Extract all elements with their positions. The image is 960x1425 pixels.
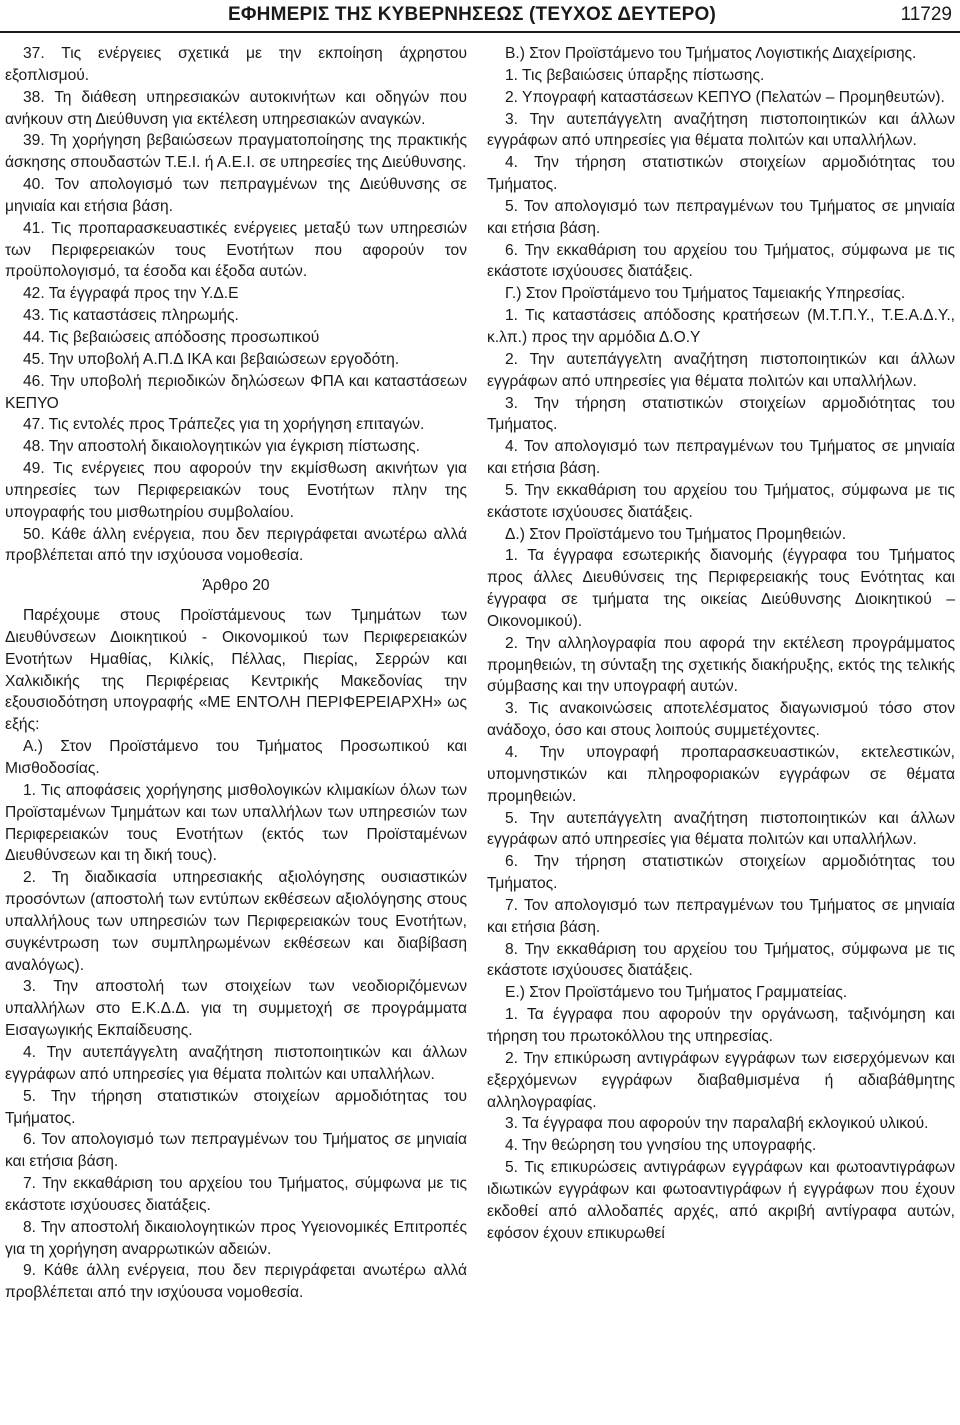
paragraph: 41. Τις προπαρασκευαστικές ενέργειες μεταξύ των υπηρεσιών των Περιφερειακών τους Ενοτήτων που αφορούν τον προϋπολογισμό, τα έσοδα και έξοδα αυτών. bbox=[5, 219, 467, 281]
paragraph: 9. Κάθε άλλη ενέργεια, που δεν περιγράφεται ανωτέρω αλλά προβλέπεται από την ισχύουσα νομοθεσία. bbox=[5, 1262, 467, 1302]
right-column bbox=[487, 43, 955, 1244]
left-column bbox=[5, 43, 467, 1304]
page-header bbox=[0, 0, 960, 40]
paragraph: 4. Την θεώρηση του γνησίου της υπογραφής. bbox=[505, 1137, 817, 1155]
paragraph: 37. Τις ενέργειες σχετικά με την εκποίηση άχρηστου εξοπλισμού. bbox=[5, 45, 467, 84]
paragraph: 1. Τις βεβαιώσεις ύπαρξης πίστωσης. bbox=[505, 66, 765, 84]
paragraph: 4. Την τήρηση στατιστικών στοιχείων αρμοδιότητας του Τμήματος. bbox=[487, 154, 955, 194]
paragraph: 46. Την υποβολή περιοδικών δηλώσεων ΦΠΑ και καταστάσεων ΚΕΠΥΟ bbox=[5, 372, 467, 412]
paragraph: 4. Την υπογραφή προπαρασκευαστικών, εκτελεστικών, υπομνηστικών και πληροφοριακών εγγράφων σε θέματα προμηθειών. bbox=[487, 744, 955, 805]
header-divider bbox=[0, 31, 960, 33]
paragraph: 2. Την αλληλογραφία που αφορά την εκτέλεση προγράμματος προμηθειών, τη σύνταξη της σχετικής διακήρυξης, εκτός της τελικής σύμβασης και την υπογραφή αυτών. bbox=[487, 634, 955, 696]
paragraph: 1. Τα έγγραφα που αφορούν την οργάνωση, ταξινόμηση και τήρηση του πρωτοκόλλου της υπηρεσίας. bbox=[487, 1006, 955, 1045]
paragraph: 43. Τις καταστάσεις πληρωμής. bbox=[23, 307, 239, 325]
paragraph: 40. Τον απολογισμό των πεπραγμένων της Διεύθυνσης σε μηνιαία και ετήσια βάση. bbox=[5, 176, 467, 215]
paragraph: 6. Την εκκαθάριση του αρχείου του Τμήματος, σύμφωνα με τις εκάστοτε ισχύουσες διατάξεις. bbox=[487, 241, 955, 281]
paragraph: 38. Τη διάθεση υπηρεσιακών αυτοκινήτων και οδηγών που ανήκουν στη Διεύθυνση για εκτέλεση υπηρεσιακών αναγκών. bbox=[5, 88, 467, 128]
paragraph: 5. Τις επικυρώσεις αντιγράφων εγγράφων και φωτοαντιγράφων ιδιωτικών εγγράφων και φωτοαντιγράφων ή εγγράφων που έχουν εκδοθεί από αλλοδαπές αρχές, από ακριβή αντίγραφα αυτών, εφόσον έχουν επικυρωθεί bbox=[487, 1159, 955, 1242]
paragraph: 3. Την αυτεπάγγελτη αναζήτηση πιστοποιητικών και άλλων εγγράφων από υπηρεσίες για θέματα πολιτών και υπαλλήλων. bbox=[487, 110, 955, 150]
paragraph: 5. Τον απολογισμό των πεπραγμένων του Τμήματος σε μηνιαία και ετήσια βάση. bbox=[487, 197, 955, 237]
paragraph: 6. Τον απολογισμό των πεπραγμένων του Τμήματος σε μηνιαία και ετήσια βάση. bbox=[5, 1131, 467, 1171]
paragraph: 6. Την τήρηση στατιστικών στοιχείων αρμοδιότητας του Τμήματος. bbox=[487, 853, 955, 893]
section-heading: Β.) Στον Προϊστάμενο του Τμήματος Λογιστικής Διαχείρισης. bbox=[505, 45, 917, 62]
paragraph: 48. Την αποστολή δικαιολογητικών για έγκριση πίστωσης. bbox=[23, 438, 420, 456]
paragraph: 3. Τις ανακοινώσεις αποτελέσματος διαγωνισμού τόσο στον ανάδοχο, όσο και στους λοιπούς συμμετέχοντες. bbox=[487, 700, 955, 740]
paragraph: 1. Τις αποφάσεις χορήγησης μισθολογικών κλιμακίων όλων των Προϊσταμένων Τμημάτων και των υπαλλήλων των υπηρεσιών των Περιφερειακών τους Ενοτήτων (εκτός των Προϊσταμένων Διευθύνσεων και τη δική τους). bbox=[5, 781, 467, 865]
section-heading: Ε.) Στον Προϊστάμενο του Τμήματος Γραμματείας. bbox=[505, 984, 848, 1002]
paragraph: 49. Τις ενέργειες που αφορούν την εκμίσθωση ακινήτων για υπηρεσίες των Περιφερειακών τους Ενοτήτων πλην της υπογραφής του μισθωτηρίου συμβολαίου. bbox=[5, 460, 467, 521]
gazette-title: ΕΦΗΜΕΡΙΣ ΤΗΣ ΚΥΒΕΡΝΗΣΕΩΣ (ΤΕΥΧΟΣ ΔΕΥΤΕΡΟ) bbox=[228, 4, 716, 25]
paragraph: 3. Τα έγγραφα που αφορούν την παραλαβή εκλογικού υλικού. bbox=[505, 1115, 929, 1133]
paragraph: 44. Τις βεβαιώσεις απόδοσης προσωπικού bbox=[23, 328, 320, 346]
paragraph: Α.) Στον Προϊστάμενο του Τμήματος Προσωπικού και Μισθοδοσίας. bbox=[5, 738, 467, 777]
paragraph: 4. Τον απολογισμό των πεπραγμένων του Τμήματος σε μηνιαία και ετήσια βάση. bbox=[487, 438, 955, 478]
paragraph: 7. Την εκκαθάριση του αρχείου του Τμήματος, σύμφωνα με τις εκάστοτε ισχύουσες διατάξεις. bbox=[5, 1175, 467, 1214]
paragraph: 50. Κάθε άλλη ενέργεια, που δεν περιγράφεται ανωτέρω αλλά προβλέπεται από την ισχύουσα νομοθεσία. bbox=[5, 525, 467, 565]
section-heading: Δ.) Στον Προϊστάμενο του Τμήματος Προμηθειών. bbox=[505, 525, 847, 543]
paragraph: 5. Την τήρηση στατιστικών στοιχείων αρμοδιότητας του Τμήματος. bbox=[5, 1087, 467, 1127]
paragraph: 5. Την αυτεπάγγελτη αναζήτηση πιστοποιητικών και άλλων εγγράφων από υπηρεσίες για θέματα πολιτών και υπαλλήλων. bbox=[487, 809, 955, 849]
paragraph: 3. Την αποστολή των στοιχείων των νεοδιοριζόμενων υπαλλήλων στο Ε.Κ.Δ.Δ. για τη συμμετοχή σε προγράμματα Εισαγωγικής Εκπαίδευσης. bbox=[5, 978, 467, 1040]
article-heading: Άρθρο 20 bbox=[202, 577, 270, 595]
section-heading: Γ.) Στον Προϊστάμενο του Τμήματος Ταμειακής Υπηρεσίας. bbox=[505, 285, 906, 303]
paragraph: 47. Τις εντολές προς Τράπεζες για τη χορήγηση επιταγών. bbox=[23, 416, 425, 434]
paragraph: 1. Τις καταστάσεις απόδοσης κρατήσεων (Μ.Τ.Π.Υ., Τ.Ε.Α.Δ.Υ., κ.λπ.) προς την αρμόδια Δ.Ο.Υ bbox=[487, 307, 955, 346]
paragraph: 39. Τη χορήγηση βεβαιώσεων πραγματοποίησης της πρακτικής άσκησης σπουδαστών Τ.Ε.Ι. ή Α.Ε.Ι. σε υπηρεσίες της Διεύθυνσης. bbox=[5, 132, 467, 172]
paragraph: 2. Την επικύρωση αντιγράφων εγγράφων των εισερχόμενων και εξερχόμενων εγγράφων διαβαθμισμένα ή αδιαβάθμητης αλληλογραφίας. bbox=[487, 1049, 955, 1111]
page-number: 11729 bbox=[900, 4, 952, 25]
paragraph: 45. Την υποβολή Α.Π.Δ ΙΚΑ και βεβαιώσεων εργοδότη. bbox=[23, 350, 400, 368]
paragraph: 1. Τα έγγραφα εσωτερικής διανομής (έγγραφα του Τμήματος προς άλλες Διευθύνσεις της Περιφερειακής τους Ενότητας και έγγραφα σε τμήματα της οικείας Διεύθυνσης Διοικητικού – Οικονομικού). bbox=[487, 547, 955, 630]
paragraph: 7. Τον απολογισμό των πεπραγμένων του Τμήματος σε μηνιαία και ετήσια βάση. bbox=[487, 896, 955, 936]
paragraph: 2. Υπογραφή καταστάσεων ΚΕΠΥΟ (Πελατών – Προμηθευτών). bbox=[505, 88, 945, 106]
paragraph: 8. Την εκκαθάριση του αρχείου του Τμήματος, σύμφωνα με τις εκάστοτε ισχύουσες διατάξεις. bbox=[487, 940, 955, 980]
paragraph: 4. Την αυτεπάγγελτη αναζήτηση πιστοποιητικών και άλλων εγγράφων από υπηρεσίες για θέματα πολιτών και υπαλλήλων. bbox=[5, 1043, 467, 1083]
paragraph: 3. Την τήρηση στατιστικών στοιχείων αρμοδιότητας του Τμήματος. bbox=[487, 394, 955, 434]
paragraph: 5. Την εκκαθάριση του αρχείου του Τμήματος, σύμφωνα με τις εκάστοτε ισχύουσες διατάξεις. bbox=[487, 481, 955, 521]
paragraph: 8. Την αποστολή δικαιολογητικών προς Υγειονομικές Επιτροπές για τη χορήγηση αναρρωτικών αδειών. bbox=[5, 1218, 467, 1258]
paragraph: 42. Τα έγγραφά προς την Υ.Δ.Ε bbox=[23, 285, 239, 303]
paragraph: 2. Τη διαδικασία υπηρεσιακής αξιολόγησης ουσιαστικών προσόντων (αποστολή των εντύπων εκθέσεων αξιολόγησης στους υπαλλήλους των υπηρεσιών των Περιφερειακών τους Ενοτήτων, συγκέντρωση των συμπληρωμένων εκθέσεων και διαβίβαση αναλόγως). bbox=[5, 869, 467, 974]
article-intro: Παρέχουμε στους Προϊστάμενους των Τμημάτων των Διευθύνσεων Διοικητικού - Οικονομικού των Περιφερειακών Ενοτήτων Ημαθίας, Κιλκίς, Πέλλας, Πιερίας, Σερρών και Χαλκιδικής της Περιφέρειας Κεντρικής Μακεδονίας την εξουσιοδότηση υπογραφής «ΜΕ ΕΝΤΟΛΗ ΠΕΡΙΦΕΡΕΙΑΡΧΗ» ως εξής: bbox=[5, 607, 467, 734]
paragraph: 2. Την αυτεπάγγελτη αναζήτηση πιστοποιητικών και άλλων εγγράφων από υπηρεσίες για θέματα πολιτών και υπαλλήλων. bbox=[487, 350, 955, 390]
